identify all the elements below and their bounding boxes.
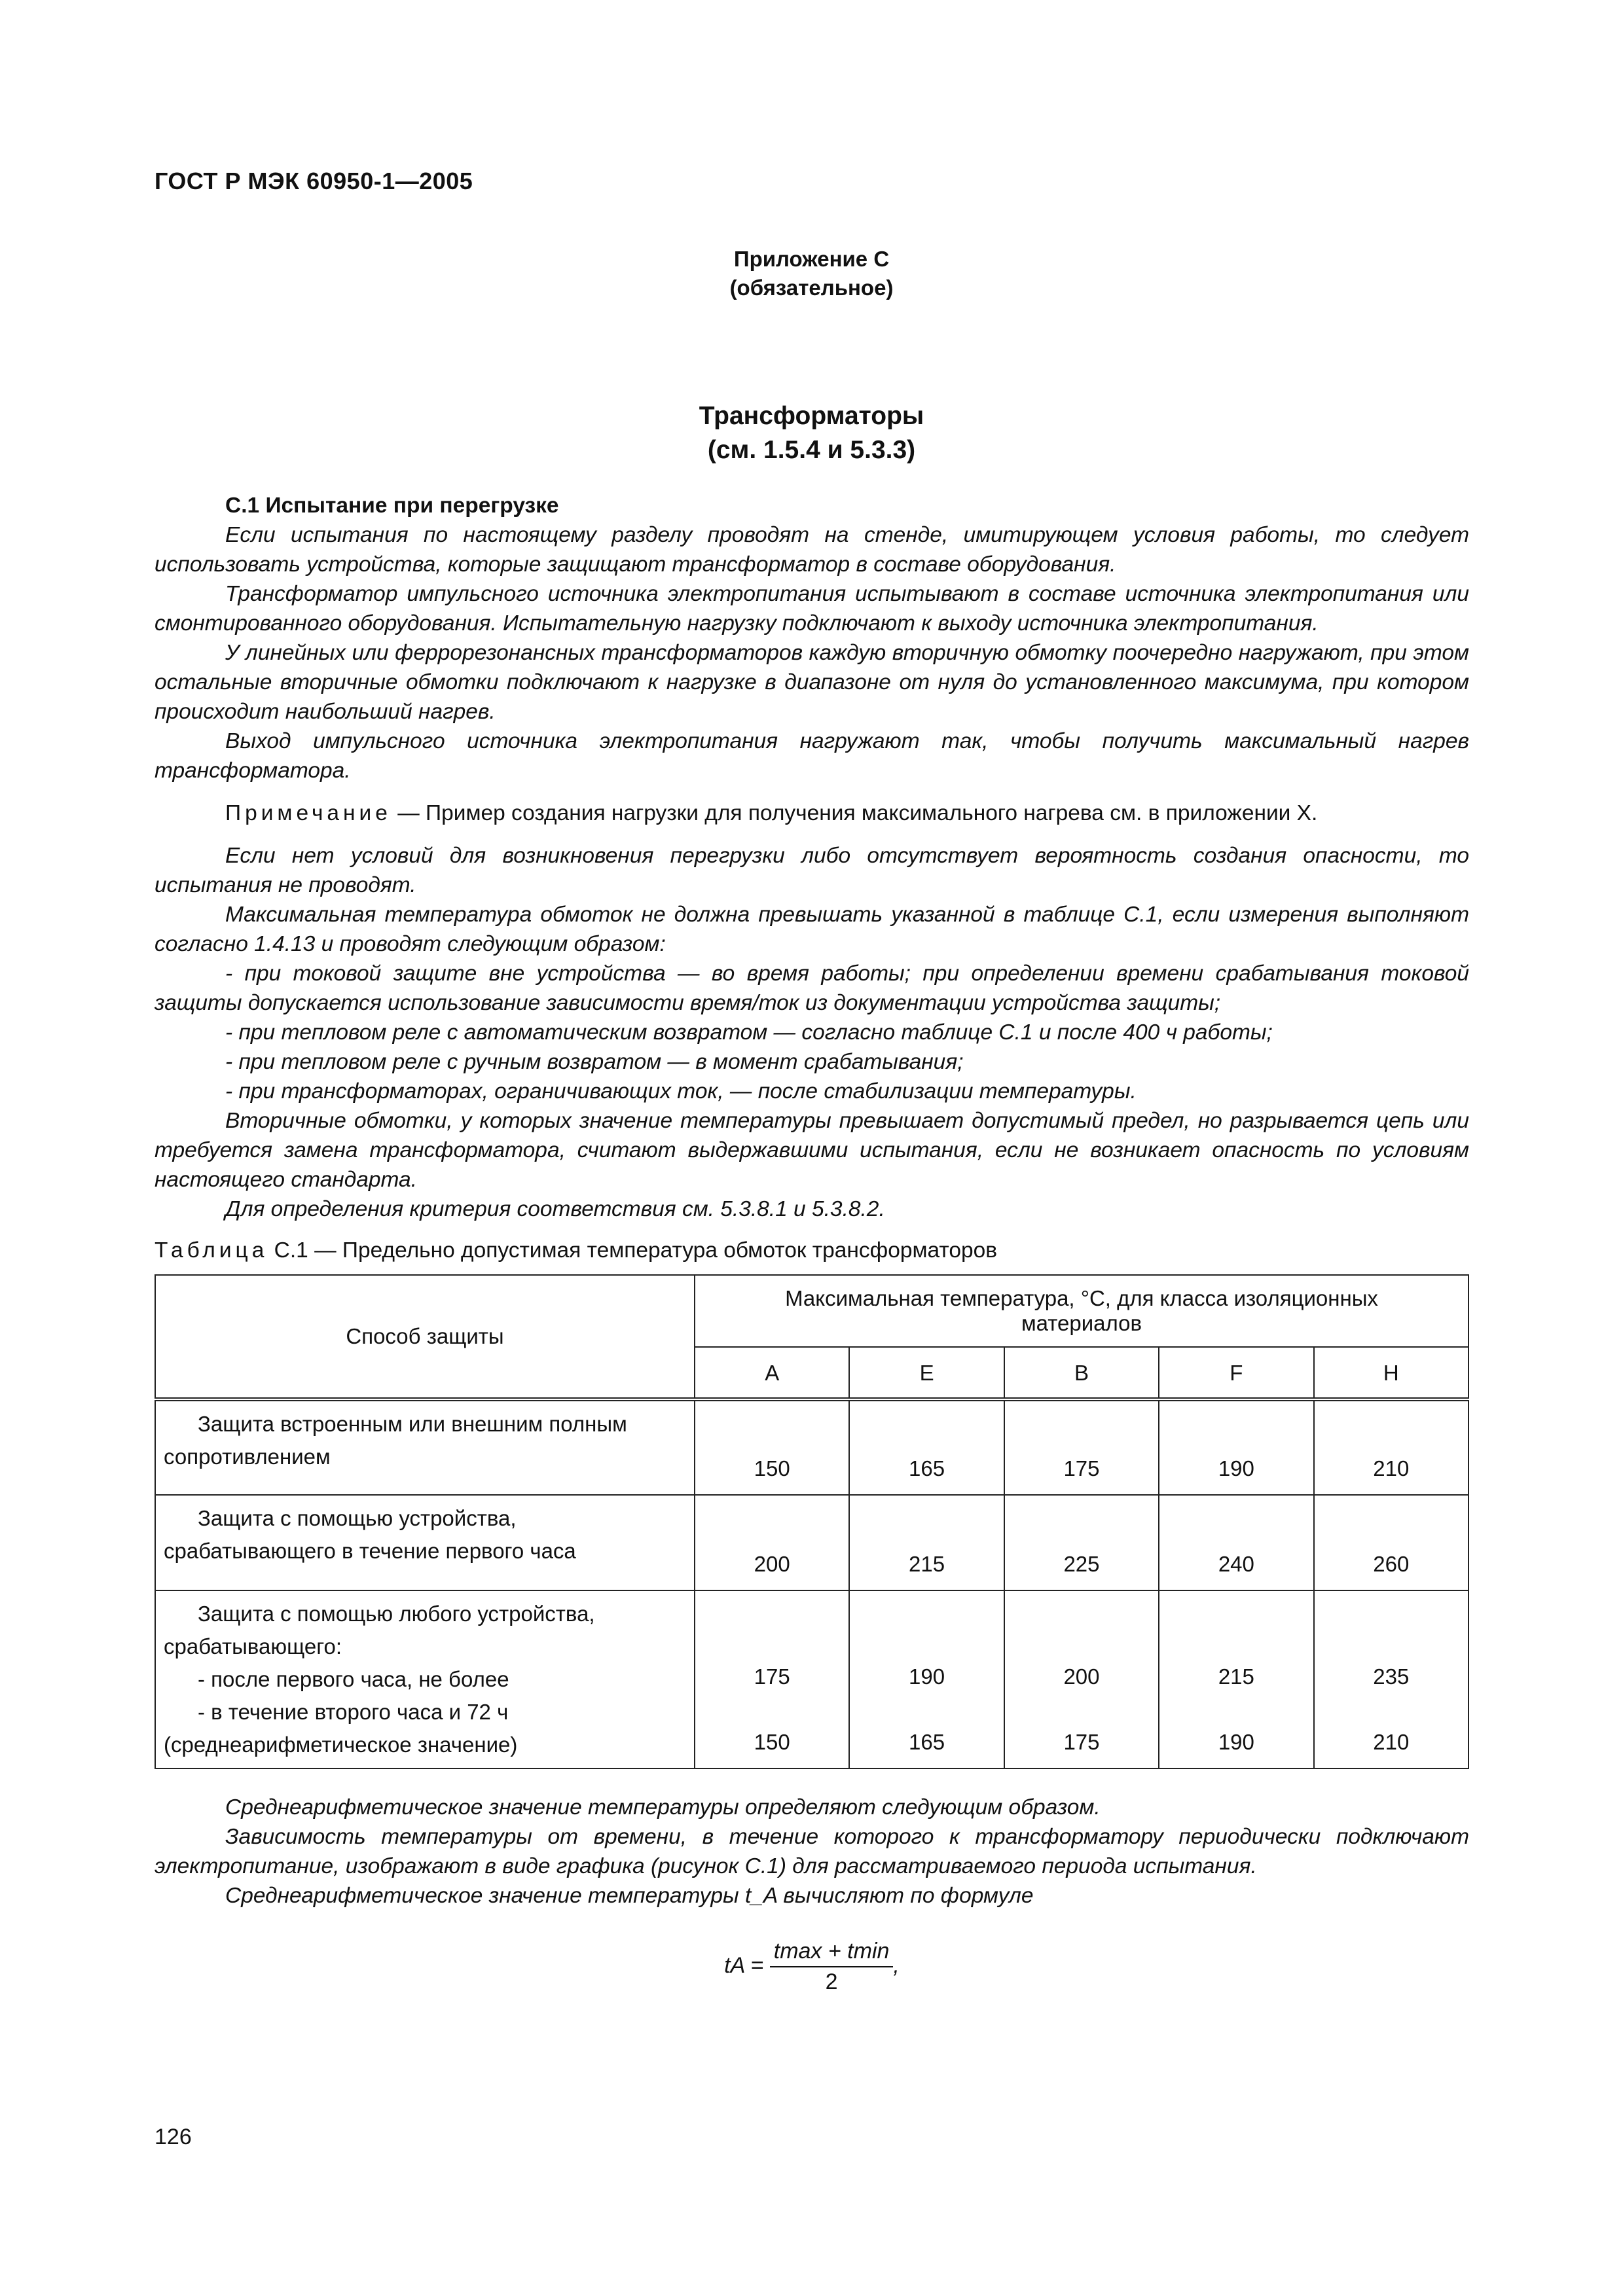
table-cell: 190 xyxy=(1159,1399,1313,1495)
formula-numerator: tmax + tmin xyxy=(770,1937,894,1967)
cell-value: 150 xyxy=(754,1730,790,1754)
row-sublabel: - после первого часа, не более xyxy=(198,1667,509,1691)
paragraph: Вторичные обмотки, у которых значение температуры превышает допустимый предел, но разрывается цепь или требуется замена трансформатора, считают выдержавшими испытания, если не возникает опасность по условиям настоящего стандарта. xyxy=(155,1109,1469,1192)
note-text: — Пример создания нагрузки для получения максимального нагрева см. в приложении Х. xyxy=(391,801,1318,825)
paragraph: Для определения критерия соответствия см. 5.3.8.1 и 5.3.8.2. xyxy=(225,1197,885,1221)
column-group-header: Максимальная температура, °С, для класса изоляционных материалов xyxy=(695,1275,1468,1347)
list-item: - при трансформаторах, ограничивающих ток, — после стабилизации температуры. xyxy=(225,1079,1137,1103)
class-header: E xyxy=(849,1347,1004,1399)
paragraph: Выход импульсного источника электропитания нагружают так, чтобы получить максимальный нагрев трансформатора. xyxy=(155,729,1469,783)
table-cell xyxy=(695,1590,849,1768)
cell-value: 165 xyxy=(909,1730,945,1754)
row-label-text: Защита с помощью устройства, срабатывающего в течение первого часа xyxy=(164,1506,576,1563)
table-cell: 165 xyxy=(849,1399,1004,1495)
cell-value: 190 xyxy=(1218,1730,1254,1754)
table-caption xyxy=(155,1236,1469,1265)
cell-value: 200 xyxy=(1063,1664,1100,1689)
cell-value: 175 xyxy=(754,1664,790,1689)
title-ref: (см. 1.5.4 и 5.3.3) xyxy=(707,436,916,464)
annex-label: Приложение С xyxy=(733,247,890,271)
list-item: - при тепловом реле с автоматическим возвратом — согласно таблице С.1 и после 400 ч работы; xyxy=(225,1020,1273,1045)
table-cell: 210 xyxy=(1314,1399,1468,1495)
cell-value: 210 xyxy=(1373,1730,1410,1754)
class-header: H xyxy=(1314,1347,1468,1399)
paragraph: Трансформатор импульсного источника электропитания испытывают в составе источника электропитания или смонтированного оборудования. Испытательную нагрузку подключают к выходу источника электропитания. xyxy=(155,582,1469,636)
table-cell: 215 xyxy=(849,1495,1004,1590)
table-row xyxy=(155,1590,1468,1768)
table-cell xyxy=(1004,1590,1159,1768)
row-label xyxy=(155,1590,695,1768)
cell-value: 215 xyxy=(1218,1664,1254,1689)
mean-temperature-formula xyxy=(155,1937,1469,1997)
table-cell: 200 xyxy=(695,1495,849,1590)
paragraph: Среднеарифметическое значение температуры t_A вычисляют по формуле xyxy=(225,1884,1034,1908)
class-header: B xyxy=(1004,1347,1159,1399)
table-cell: 260 xyxy=(1314,1495,1468,1590)
table-cell xyxy=(849,1590,1004,1768)
table-cell: 225 xyxy=(1004,1495,1159,1590)
paragraph: Если испытания по настоящему разделу проводят на стенде, имитирующем условия работы, то следует использовать устройства, которые защищают трансформатор в составе оборудования. xyxy=(155,523,1469,577)
temperature-table xyxy=(155,1274,1469,1769)
paragraph: Если нет условий для возникновения перегрузки либо отсутствует вероятность создания опасности, то испытания не проводят. xyxy=(155,844,1469,897)
annex-status: (обязательное) xyxy=(729,276,894,300)
list-item: - при тепловом реле с ручным возвратом — в момент срабатывания; xyxy=(225,1050,964,1074)
annex-heading xyxy=(0,245,1623,302)
paragraph: Среднеарифметическое значение температуры определяют следующим образом. xyxy=(225,1795,1101,1820)
page-number: 126 xyxy=(155,2125,192,2149)
row-sublabel: - в течение второго часа и 72 ч (среднеарифметическое значение) xyxy=(164,1700,518,1757)
table-cell xyxy=(1314,1590,1468,1768)
row-label-text: Защита с помощью любого устройства, срабатывающего: xyxy=(164,1602,595,1659)
body-text xyxy=(155,491,1469,1997)
annex-title xyxy=(0,399,1623,467)
title-main: Трансформаторы xyxy=(699,402,924,430)
column-header-protection: Способ защиты xyxy=(155,1275,695,1399)
cell-value: 235 xyxy=(1373,1664,1410,1689)
row-label xyxy=(155,1495,695,1590)
table-cell: 175 xyxy=(1004,1399,1159,1495)
row-label-text: Защита встроенным или внешним полным сопротивлением xyxy=(164,1412,627,1469)
note xyxy=(155,798,1469,828)
list-item: - при токовой защите вне устройства — во время работы; при определении времени срабатывания токовой защиты допускается использование зависимости время/ток из документации устройства защиты; xyxy=(155,961,1469,1015)
after-table-text xyxy=(155,1793,1469,1910)
standard-header: ГОСТ Р МЭК 60950-1—2005 xyxy=(155,168,473,194)
table-cell: 150 xyxy=(695,1399,849,1495)
formula-denominator: 2 xyxy=(825,1969,838,1994)
table-caption-label: Таблица xyxy=(155,1238,268,1263)
class-header: F xyxy=(1159,1347,1313,1399)
table-cell xyxy=(1159,1590,1313,1768)
table-row xyxy=(155,1399,1468,1495)
row-label xyxy=(155,1399,695,1495)
paragraph: У линейных или феррорезонансных трансформаторов каждую вторичную обмотку поочередно нагружают, при этом остальные вторичные обмотки подключают к нагрузке в диапазоне от нуля до установленного максимума, при котором происходит наибольший нагрев. xyxy=(155,641,1469,724)
paragraph: Максимальная температура обмоток не должна превышать указанной в таблице С.1, если измерения выполняют согласно 1.4.13 и проводят следующим образом: xyxy=(155,903,1469,956)
section-heading: С.1 Испытание при перегрузке xyxy=(225,493,559,518)
note-label: Примечание xyxy=(225,801,392,825)
formula-lhs: tA = xyxy=(724,1952,764,1978)
table-caption-text: С.1 — Предельно допустимая температура обмоток трансформаторов xyxy=(268,1238,998,1263)
formula-fraction xyxy=(770,1937,894,1997)
paragraph: Зависимость температуры от времени, в течение которого к трансформатору периодически подключают электропитание, изображают в виде графика (рисунок С.1) для рассматриваемого периода испытания. xyxy=(155,1825,1469,1878)
table-cell: 240 xyxy=(1159,1495,1313,1590)
table-row xyxy=(155,1495,1468,1590)
class-header: A xyxy=(695,1347,849,1399)
cell-value: 190 xyxy=(909,1664,945,1689)
cell-value: 175 xyxy=(1063,1730,1100,1754)
formula-tail: , xyxy=(893,1952,900,1978)
